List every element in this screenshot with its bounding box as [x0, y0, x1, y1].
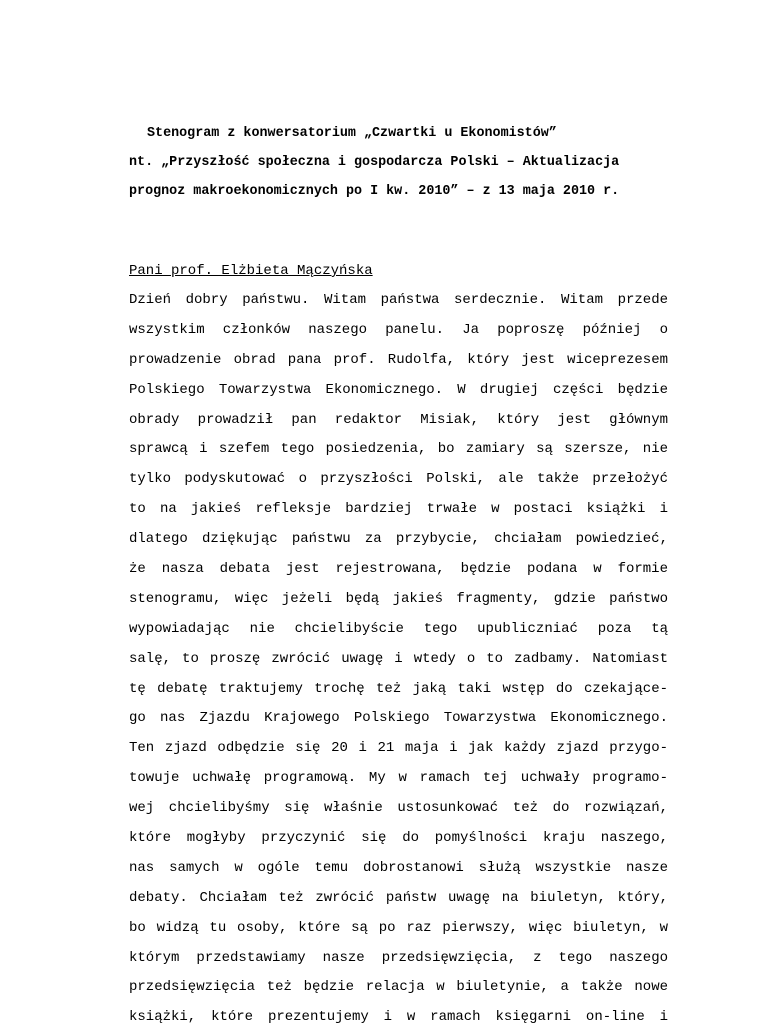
document-title: [129, 119, 669, 206]
body-line: sprawcą i szefem tego posiedzenia, bo zamiary są szersze, nie: [129, 441, 668, 458]
body-line: którym przedstawiamy nasze przedsięwzięcia, z tego naszego: [129, 949, 668, 966]
body-line: nas samych w ogóle temu dobrostanowi służą wszystkie nasze: [129, 859, 668, 876]
speaker-name: Pani prof. Elżbieta Mączyńska: [129, 263, 373, 279]
body-line: salę, to proszę zwrócić uwagę i wtedy o to zadbamy. Natomiast: [129, 650, 668, 667]
body-line: wszystkim członków naszego panelu. Ja poproszę później o: [129, 321, 668, 338]
title-line: Stenogram z konwersatorium „Czwartki u Ekonomistów”: [147, 126, 557, 141]
transcript-body: [129, 286, 668, 1033]
body-line: obrady prowadził pan redaktor Misiak, który jest głównym: [129, 411, 668, 428]
title-line: prognoz makroekonomicznych po I kw. 2010” – z 13 maja 2010 r.: [129, 184, 620, 199]
body-line: debaty. Chciałam też zwrócić państw uwagę na biuletyn, który,: [129, 889, 668, 906]
body-line: przedsięwzięcia też będzie relacja w biuletynie, a także nowe: [129, 979, 668, 996]
title-line: nt. „Przyszłość społeczna i gospodarcza Polski – Aktualizacja: [129, 155, 620, 170]
body-line: bo widzą tu osoby, które są po raz pierwszy, więc biuletyn, w: [129, 919, 668, 936]
body-line: to na jakieś refleksje bardziej trwałe w postaci książki i: [129, 501, 668, 518]
body-line: towuje uchwałę programową. My w ramach tej uchwały programo-: [129, 770, 668, 787]
body-line: go nas Zjazdu Krajowego Polskiego Towarzystwa Ekonomicznego.: [129, 710, 668, 727]
body-line: tylko podyskutować o przyszłości Polski, ale także przełożyć: [129, 471, 668, 488]
body-line: Dzień dobry państwu. Witam państwa serdecznie. Witam przede: [129, 292, 668, 308]
body-line: wypowiadając nie chcielibyście tego upubliczniać poza tą: [129, 620, 668, 637]
body-line: dlatego dziękując państwu za przybycie, chciałam powiedzieć,: [129, 531, 668, 548]
body-line: Ten zjazd odbędzie się 20 i 21 maja i jak każdy zjazd przygo-: [129, 740, 668, 757]
body-line: które mogłyby przyczynić się do pomyślności kraju naszego,: [129, 830, 668, 847]
body-line: że nasza debata jest rejestrowana, będzie podana w formie: [129, 561, 668, 578]
body-line: tę debatę traktujemy trochę też jaką taki wstęp do czekające-: [129, 680, 668, 697]
body-line: prowadzenie obrad pana prof. Rudolfa, który jest wiceprezesem: [129, 351, 668, 368]
body-line: stenogramu, więc jeżeli będą jakieś fragmenty, gdzie państwo: [129, 590, 668, 607]
body-line: książki, które prezentujemy i w ramach księgarni on-line i: [129, 1009, 668, 1026]
body-line: wej chcielibyśmy się właśnie ustosunkować też do rozwiązań,: [129, 800, 668, 817]
body-line: Polskiego Towarzystwa Ekonomicznego. W drugiej części będzie: [129, 381, 668, 398]
